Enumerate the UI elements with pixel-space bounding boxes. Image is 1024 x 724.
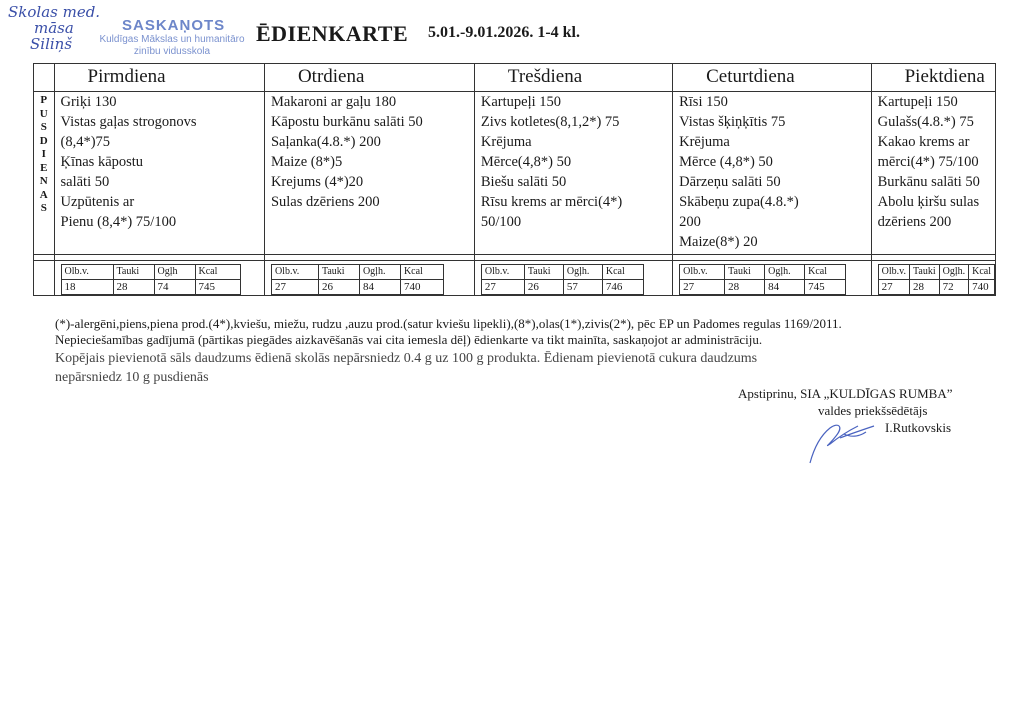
side-letter: A xyxy=(39,188,48,201)
side-label xyxy=(34,92,55,255)
nutrition-wednesday xyxy=(474,261,672,296)
side-letter: N xyxy=(39,175,48,187)
nutrition-row xyxy=(34,261,996,296)
change-note: Nepieciešamības gadījumā (pārtikas piegādes aizkavēšanās vai cita iemesla dēļ) ēdienkarte va tikt mainīta, saskaņojot ar administrāciju. xyxy=(55,332,763,347)
signature-icon xyxy=(800,408,880,468)
nut-header: Kcal xyxy=(805,265,846,280)
nut-value: 84 xyxy=(359,280,400,295)
nut-header: Olb.v. xyxy=(878,265,909,280)
handwriting-line-3: Siliņš xyxy=(30,35,73,53)
menu-item: Krejums (4*)20 xyxy=(270,174,364,190)
menu-item: mērci(4*) 75/100 xyxy=(877,154,979,170)
nut-header: Ogļh. xyxy=(939,265,969,280)
nutrition-side-cell xyxy=(34,261,55,296)
menu-items-row xyxy=(34,92,996,255)
nut-header: Ogļh xyxy=(154,265,195,280)
menu-item: Kartupeļi 150 xyxy=(480,94,562,110)
approval-line-3: I.Rutkovskis xyxy=(885,420,952,435)
nutrition-table xyxy=(878,264,995,295)
nut-value: 28 xyxy=(113,280,154,295)
nut-value: 57 xyxy=(563,280,602,295)
menu-item: Skābeņu zupa(4.8.*) xyxy=(679,194,799,210)
menu-item: Vistas šķiņķītis 75 xyxy=(679,114,786,130)
nut-header: Ogļh. xyxy=(359,265,400,280)
nut-value: 27 xyxy=(271,280,318,295)
menu-item: Mērce (4,8*) 50 xyxy=(679,154,773,170)
menu-period: 5.01.-9.01.2026. 1-4 kl. xyxy=(428,24,580,41)
nut-header: Olb.v. xyxy=(61,265,113,280)
menu-item: Dārzeņu salāti 50 xyxy=(679,174,781,190)
day-header-row xyxy=(34,64,996,92)
nut-header: Tauki xyxy=(318,265,359,280)
menu-item: Vistas gaļas strogonovs xyxy=(60,114,197,130)
menu-item: Maize(8*) 20 xyxy=(679,234,758,250)
nut-value: 27 xyxy=(878,280,909,295)
nut-value: 74 xyxy=(154,280,195,295)
menu-item: Griķi 130 xyxy=(60,94,117,110)
side-letter: E xyxy=(40,161,48,174)
nut-value: 84 xyxy=(765,280,805,295)
menu-item: Biešu salāti 50 xyxy=(480,174,567,190)
nut-header: Kcal xyxy=(969,265,995,280)
nutrition-tuesday xyxy=(264,261,474,296)
sugar-note: nepārsniedz 10 g pusdienās xyxy=(55,370,209,385)
nut-header: Ogļh. xyxy=(765,265,805,280)
nut-header: Tauki xyxy=(524,265,563,280)
salt-note: Kopējais pievienotā sāls daudzums ēdienā skolās nepārsniedz 0.4 g uz 100 g produkta. Ēdienam pievienotā cukura daudzums xyxy=(55,351,758,366)
menu-item: Ķīnas kāpostu xyxy=(60,154,144,170)
nut-header: Tauki xyxy=(725,265,765,280)
day-header-thursday: Ceturtdiena xyxy=(673,64,872,92)
menu-item: Krējuma xyxy=(480,134,532,150)
menu-item: Rīsu krems ar mērci(4*) xyxy=(480,194,623,210)
menu-item: Zivs kotletes(8,1,2*) 75 xyxy=(480,114,620,130)
side-letter: S xyxy=(40,121,47,133)
menu-item: Burkānu salāti 50 xyxy=(877,174,980,190)
menu-item: Krējuma xyxy=(679,134,730,150)
menu-item: Pienu (8,4*) 75/100 xyxy=(60,214,177,230)
side-letter: D xyxy=(39,134,48,147)
nut-value: 745 xyxy=(195,280,240,295)
nut-header: Kcal xyxy=(602,265,643,280)
menu-item: Abolu ķiršu sulas xyxy=(877,194,980,210)
menu-item: Sulas dzēriens 200 xyxy=(270,194,380,210)
nutrition-friday xyxy=(871,261,995,296)
nut-value: 745 xyxy=(805,280,846,295)
nutrition-table xyxy=(679,264,846,295)
menu-item: Makaroni ar gaļu 180 xyxy=(270,94,397,110)
side-letter: P xyxy=(40,94,48,106)
nut-value: 740 xyxy=(969,280,995,295)
nut-value: 746 xyxy=(602,280,643,295)
nutrition-table xyxy=(271,264,444,295)
menu-item: 200 xyxy=(679,214,701,230)
stamp-school-line-1: Kuldīgas Mākslas un humanitāro xyxy=(99,34,245,45)
nut-value: 28 xyxy=(725,280,765,295)
nutrition-table xyxy=(481,264,644,295)
nutrition-table xyxy=(61,264,241,295)
menu-table xyxy=(33,63,996,296)
allergen-note: (*)-alergēni,piens,piena prod.(4*),kviešu, miežu, rudzu ,auzu prod.(satur kviešu lipekli),(8*),olas(1*),zivis(2*), pēc EP un Padomes regulas 1169/2011. xyxy=(55,316,842,331)
menu-item: 50/100 xyxy=(480,214,522,230)
nutrition-monday xyxy=(54,261,264,296)
stamp-school-line-2: zinību vidusskola xyxy=(133,46,211,54)
day-header-wednesday: Trešdiena xyxy=(474,64,672,92)
stamp-title: SASKAŅOTS xyxy=(122,17,226,34)
nut-header: Olb.v. xyxy=(481,265,524,280)
menu-items-wednesday xyxy=(474,92,672,255)
menu-item: Kakao krems ar xyxy=(877,134,970,150)
nut-header: Tauki xyxy=(113,265,154,280)
approval-line-2: valdes priekšsēdētājs xyxy=(818,403,928,418)
menu-items-tuesday xyxy=(264,92,474,255)
menu-item: Uzpūtenis ar xyxy=(60,194,135,210)
nutrition-thursday xyxy=(673,261,872,296)
menu-item: dzēriens 200 xyxy=(877,214,952,230)
page-title: ĒDIENKARTE xyxy=(256,21,409,46)
nut-header: Olb.v. xyxy=(680,265,725,280)
nut-value: 72 xyxy=(939,280,969,295)
menu-item: Saļanka(4.8.*) 200 xyxy=(270,134,381,150)
handwriting-line-1: Skolas med. xyxy=(8,3,101,21)
nut-header: Ogļh. xyxy=(563,265,602,280)
menu-items-monday xyxy=(54,92,264,255)
nut-value: 740 xyxy=(400,280,443,295)
menu-items-friday xyxy=(871,92,995,255)
menu-item: Gulašs(4.8.*) 75 xyxy=(877,114,974,130)
nut-header: Kcal xyxy=(400,265,443,280)
day-header-monday: Pirmdiena xyxy=(54,64,264,92)
nut-value: 18 xyxy=(61,280,113,295)
menu-item: (8,4*)75 xyxy=(60,134,111,150)
nut-value: 27 xyxy=(481,280,524,295)
menu-item: Maize (8*)5 xyxy=(270,154,343,170)
side-letter: I xyxy=(41,148,46,160)
handwriting-line-2: māsa xyxy=(34,19,74,37)
corner-cell xyxy=(34,64,55,92)
menu-item: Rīsi 150 xyxy=(679,94,728,110)
menu-items-thursday xyxy=(673,92,872,255)
day-header-friday: Piektdiena xyxy=(871,64,995,92)
nut-value: 26 xyxy=(318,280,359,295)
menu-item: Kartupeļi 150 xyxy=(877,94,958,110)
nut-header: Kcal xyxy=(195,265,240,280)
day-header-tuesday: Otrdiena xyxy=(264,64,474,92)
nut-value: 26 xyxy=(524,280,563,295)
menu-item: Kāpostu burkānu salāti 50 xyxy=(270,114,423,130)
nut-value: 27 xyxy=(680,280,725,295)
side-letter: U xyxy=(39,107,48,120)
side-letter: S xyxy=(40,202,47,214)
menu-item: salāti 50 xyxy=(60,174,110,190)
approval-line-1: Apstiprinu, SIA „KULDĪGAS RUMBA” xyxy=(738,386,953,401)
approval-stamp xyxy=(92,17,252,54)
menu-item: Mērce(4,8*) 50 xyxy=(480,154,572,170)
nut-header: Tauki xyxy=(909,265,939,280)
nut-value: 28 xyxy=(909,280,939,295)
nut-header: Olb.v. xyxy=(271,265,318,280)
